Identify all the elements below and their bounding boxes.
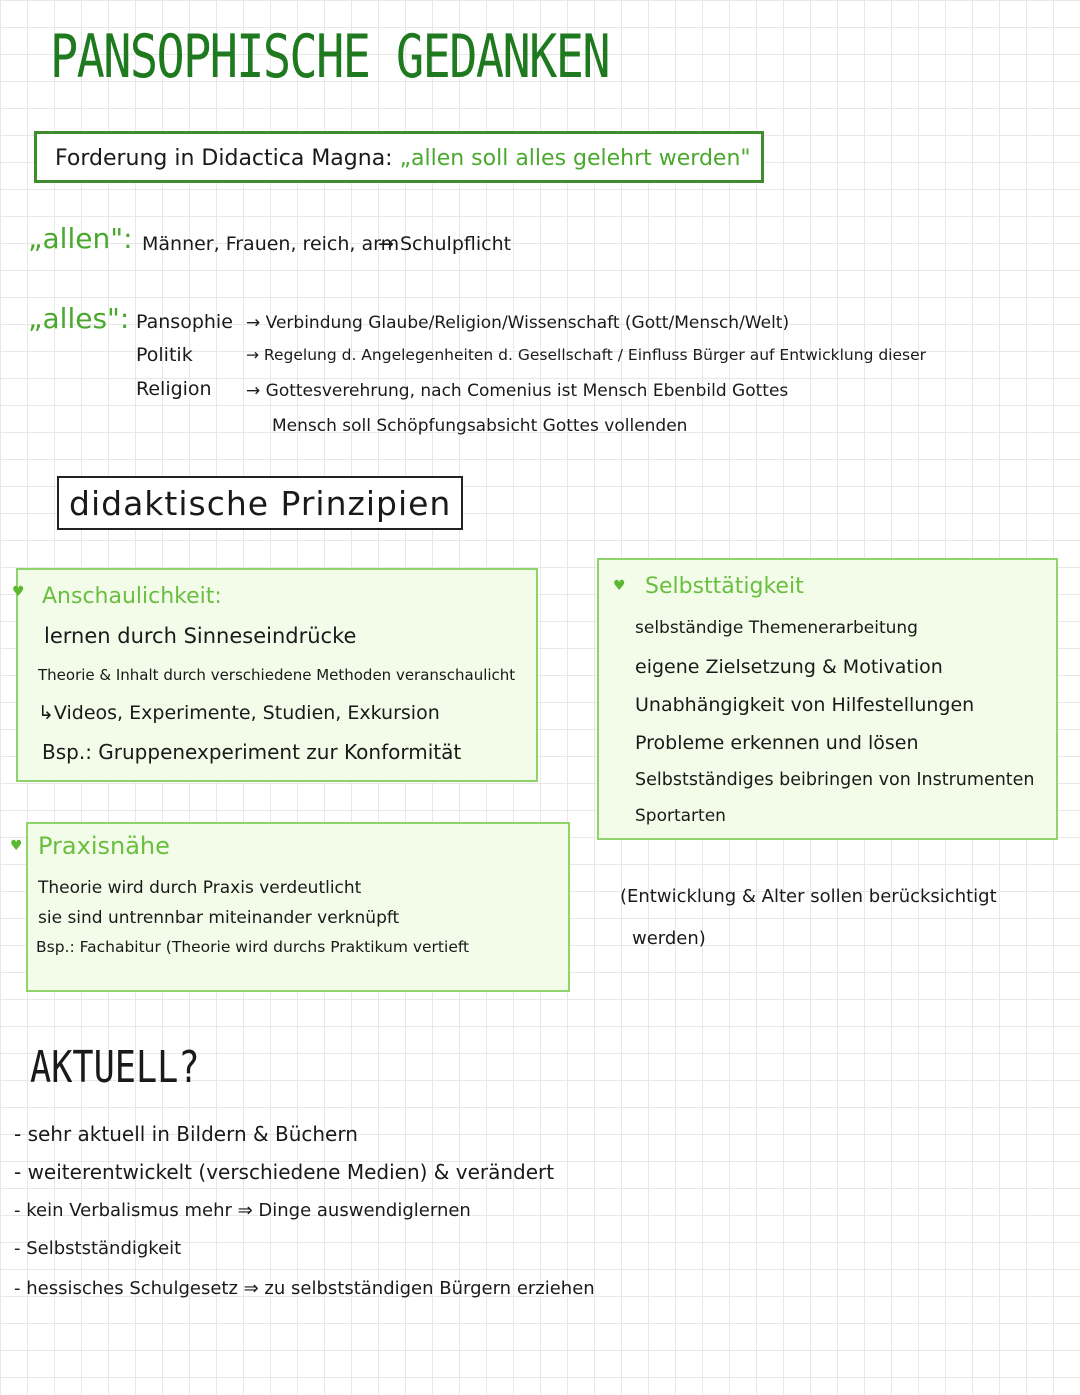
card-anschaulichkeit	[12, 568, 538, 782]
page-title: PANSOPHISCHE GEDANKEN	[50, 22, 609, 92]
note-line-1: (Entwicklung & Alter sollen berücksichtigt	[620, 886, 997, 907]
principles-title-box	[57, 476, 463, 530]
demand-prefix: Forderung in Didactica Magna:	[55, 146, 393, 171]
aktuell-title: AKTUELL?	[30, 1042, 200, 1093]
demand-text	[55, 146, 751, 171]
card-line: eigene Zielsetzung & Motivation	[635, 656, 943, 678]
card-line: Probleme erkennen und lösen	[635, 732, 919, 754]
heart-icon: ♥	[613, 578, 626, 594]
alles-desc-religion: → Gottesverehrung, nach Comenius ist Mensch Ebenbild Gottes	[246, 381, 789, 401]
alles-term-pansophie: Pansophie	[136, 311, 233, 333]
demand-quote: „allen soll alles gelehrt werden"	[399, 146, 751, 171]
card-line: Sportarten	[635, 806, 726, 826]
alles-label: „alles":	[28, 302, 130, 335]
aktuell-item: - weiterentwickelt (verschiedene Medien) & verändert	[14, 1160, 555, 1184]
card-line: lernen durch Sinneseindrücke	[44, 624, 357, 648]
alles-desc-politik: → Regelung d. Angelegenheiten d. Gesellschaft / Einfluss Bürger auf Entwicklung dieser	[246, 346, 926, 364]
alles-desc-pansophie: → Verbindung Glaube/Religion/Wissenschaft (Gott/Mensch/Welt)	[246, 313, 790, 333]
card-line: Unabhängigkeit von Hilfestellungen	[635, 694, 975, 716]
card-heading: Selbsttätigkeit	[645, 574, 804, 599]
aktuell-item: - kein Verbalismus mehr ⇒ Dinge auswendiglernen	[14, 1200, 471, 1221]
card-line: Theorie wird durch Praxis verdeutlicht	[38, 878, 362, 898]
card-line: Selbstständiges beibringen von Instrumenten	[635, 770, 1035, 790]
heart-icon: ♥	[10, 838, 23, 854]
heart-icon: ♥	[12, 584, 25, 600]
card-heading: Anschaulichkeit:	[42, 584, 222, 609]
aktuell-item: - Selbstständigkeit	[14, 1238, 182, 1259]
card-line: sie sind untrennbar miteinander verknüpft	[38, 908, 400, 928]
aktuell-item: - hessisches Schulgesetz ⇒ zu selbstständigen Bürgern erziehen	[14, 1278, 595, 1299]
alles-term-politik: Politik	[136, 344, 193, 366]
card-praxisnaehe	[10, 822, 570, 992]
allen-text: Männer, Frauen, reich, arm	[142, 233, 400, 255]
card-line: Bsp.: Gruppenexperiment zur Konformität	[42, 740, 462, 764]
allen-arrow-text: → Schulpflicht	[378, 233, 512, 255]
note-line-2: werden)	[632, 928, 706, 949]
card-line: Bsp.: Fachabitur (Theorie wird durchs Praktikum vertieft	[36, 938, 470, 956]
card-line: Theorie & Inhalt durch verschiedene Methoden veranschaulicht	[38, 666, 516, 684]
alles-extra: Mensch soll Schöpfungsabsicht Gottes vollenden	[272, 416, 688, 436]
alles-term-religion: Religion	[136, 378, 212, 400]
principles-title: didaktische Prinzipien	[69, 484, 452, 523]
card-line: ↳Videos, Experimente, Studien, Exkursion	[38, 702, 440, 724]
card-heading: Praxisnähe	[38, 832, 170, 860]
card-selbsttaetigkeit	[597, 558, 1058, 840]
aktuell-item: - sehr aktuell in Bildern & Büchern	[14, 1122, 358, 1146]
allen-label: „allen":	[28, 222, 133, 255]
demand-box	[34, 131, 764, 183]
card-line: selbständige Themenerarbeitung	[635, 618, 918, 638]
